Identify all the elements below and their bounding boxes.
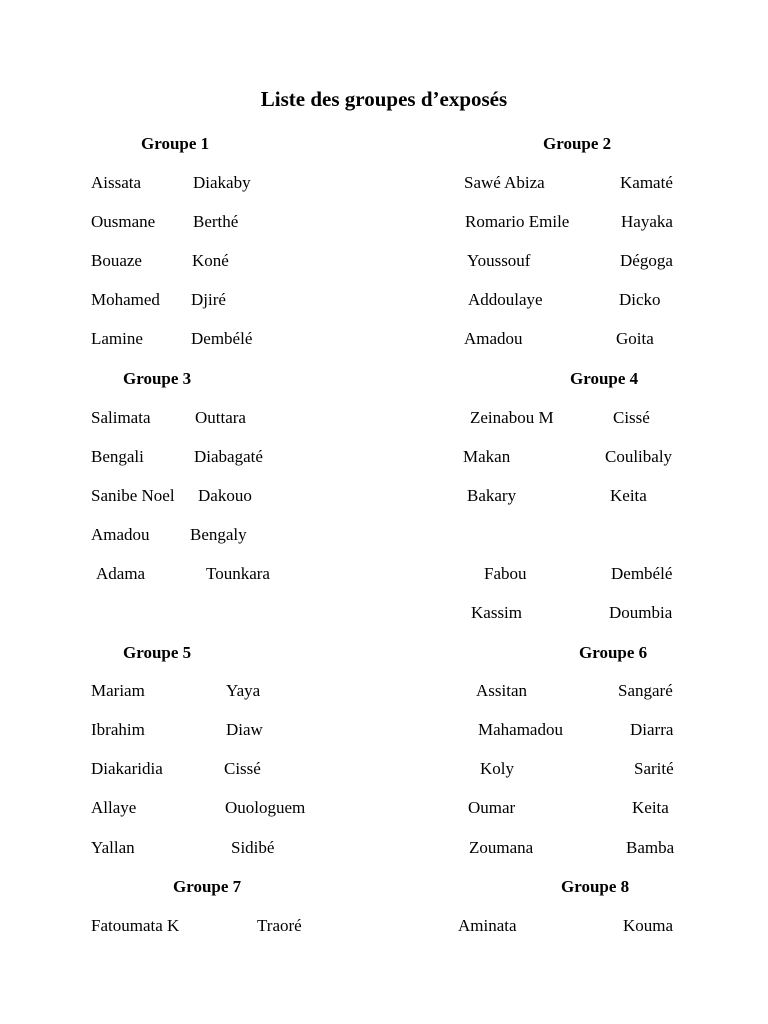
member-last-name: Dégoga bbox=[620, 251, 673, 270]
member-first-name: Youssouf bbox=[467, 251, 531, 270]
group-heading: Groupe 5 bbox=[123, 643, 192, 662]
member-first-name: Kassim bbox=[471, 603, 522, 622]
group-heading: Groupe 1 bbox=[141, 134, 210, 153]
group-heading: Groupe 6 bbox=[579, 643, 648, 662]
member-last-name: Diabagaté bbox=[194, 447, 263, 466]
member-last-name: Doumbia bbox=[609, 603, 673, 622]
member-first-name: Zeinabou M bbox=[470, 408, 554, 427]
member-first-name: Yallan bbox=[91, 838, 135, 857]
group-heading: Groupe 4 bbox=[570, 369, 639, 388]
member-first-name: Lamine bbox=[91, 329, 143, 348]
member-first-name: Mohamed bbox=[91, 290, 160, 309]
member-first-name: Fabou bbox=[484, 564, 527, 583]
member-first-name: Zoumana bbox=[469, 838, 534, 857]
member-last-name: Sarité bbox=[634, 759, 674, 778]
member-first-name: Diakaridia bbox=[91, 759, 163, 778]
member-last-name: Cissé bbox=[224, 759, 261, 778]
member-last-name: Keita bbox=[610, 486, 647, 505]
member-first-name: Bakary bbox=[467, 486, 517, 505]
member-first-name: Bengali bbox=[91, 447, 144, 466]
member-first-name: Amadou bbox=[464, 329, 523, 348]
member-last-name: Goita bbox=[616, 329, 654, 348]
member-first-name: Mahamadou bbox=[478, 720, 563, 739]
member-first-name: Ibrahim bbox=[91, 720, 145, 739]
member-first-name: Sanibe Noel bbox=[91, 486, 175, 505]
member-first-name: Ousmane bbox=[91, 212, 156, 231]
member-first-name: Aminata bbox=[458, 916, 517, 935]
member-first-name: Aissata bbox=[91, 173, 142, 192]
member-last-name: Outtara bbox=[195, 408, 246, 427]
member-last-name: Berthé bbox=[193, 212, 239, 231]
member-last-name: Sangaré bbox=[618, 681, 673, 700]
member-last-name: Dembélé bbox=[611, 564, 673, 583]
member-first-name: Oumar bbox=[468, 798, 516, 817]
group-heading: Groupe 7 bbox=[173, 877, 242, 896]
member-first-name: Fatoumata K bbox=[91, 916, 180, 935]
group-heading: Groupe 3 bbox=[123, 369, 192, 388]
member-first-name: Sawé Abiza bbox=[464, 173, 545, 192]
member-last-name: Traoré bbox=[257, 916, 302, 935]
member-last-name: Dembélé bbox=[191, 329, 253, 348]
group-heading: Groupe 8 bbox=[561, 877, 630, 896]
page-title: Liste des groupes d’exposés bbox=[260, 87, 508, 111]
member-last-name: Yaya bbox=[226, 681, 261, 700]
member-last-name: Kouma bbox=[623, 916, 674, 935]
member-last-name: Bengaly bbox=[190, 525, 247, 544]
member-last-name: Dicko bbox=[619, 290, 661, 309]
member-first-name: Addoulaye bbox=[468, 290, 543, 309]
member-last-name: Tounkara bbox=[206, 564, 270, 583]
group-heading: Groupe 2 bbox=[543, 134, 612, 153]
member-last-name: Diakaby bbox=[193, 173, 251, 192]
member-first-name: Mariam bbox=[91, 681, 145, 700]
member-first-name: Adama bbox=[96, 564, 146, 583]
member-last-name: Cissé bbox=[613, 408, 650, 427]
member-last-name: Dakouo bbox=[198, 486, 252, 505]
member-first-name: Bouaze bbox=[91, 251, 142, 270]
member-first-name: Salimata bbox=[91, 408, 151, 427]
member-first-name: Allaye bbox=[91, 798, 137, 817]
member-first-name: Makan bbox=[463, 447, 511, 466]
member-last-name: Diaw bbox=[226, 720, 263, 739]
member-last-name: Koné bbox=[192, 251, 229, 270]
member-last-name: Ouologuem bbox=[225, 798, 306, 817]
member-last-name: Kamaté bbox=[620, 173, 673, 192]
member-first-name: Romario Emile bbox=[465, 212, 570, 231]
member-last-name: Sidibé bbox=[231, 838, 275, 857]
member-first-name: Koly bbox=[480, 759, 514, 778]
member-last-name: Hayaka bbox=[621, 212, 673, 231]
member-last-name: Diarra bbox=[630, 720, 674, 739]
member-last-name: Bamba bbox=[626, 838, 675, 857]
member-last-name: Coulibaly bbox=[605, 447, 673, 466]
member-first-name: Assitan bbox=[476, 681, 527, 700]
member-last-name: Keita bbox=[632, 798, 669, 817]
member-last-name: Djiré bbox=[191, 290, 226, 309]
member-first-name: Amadou bbox=[91, 525, 150, 544]
